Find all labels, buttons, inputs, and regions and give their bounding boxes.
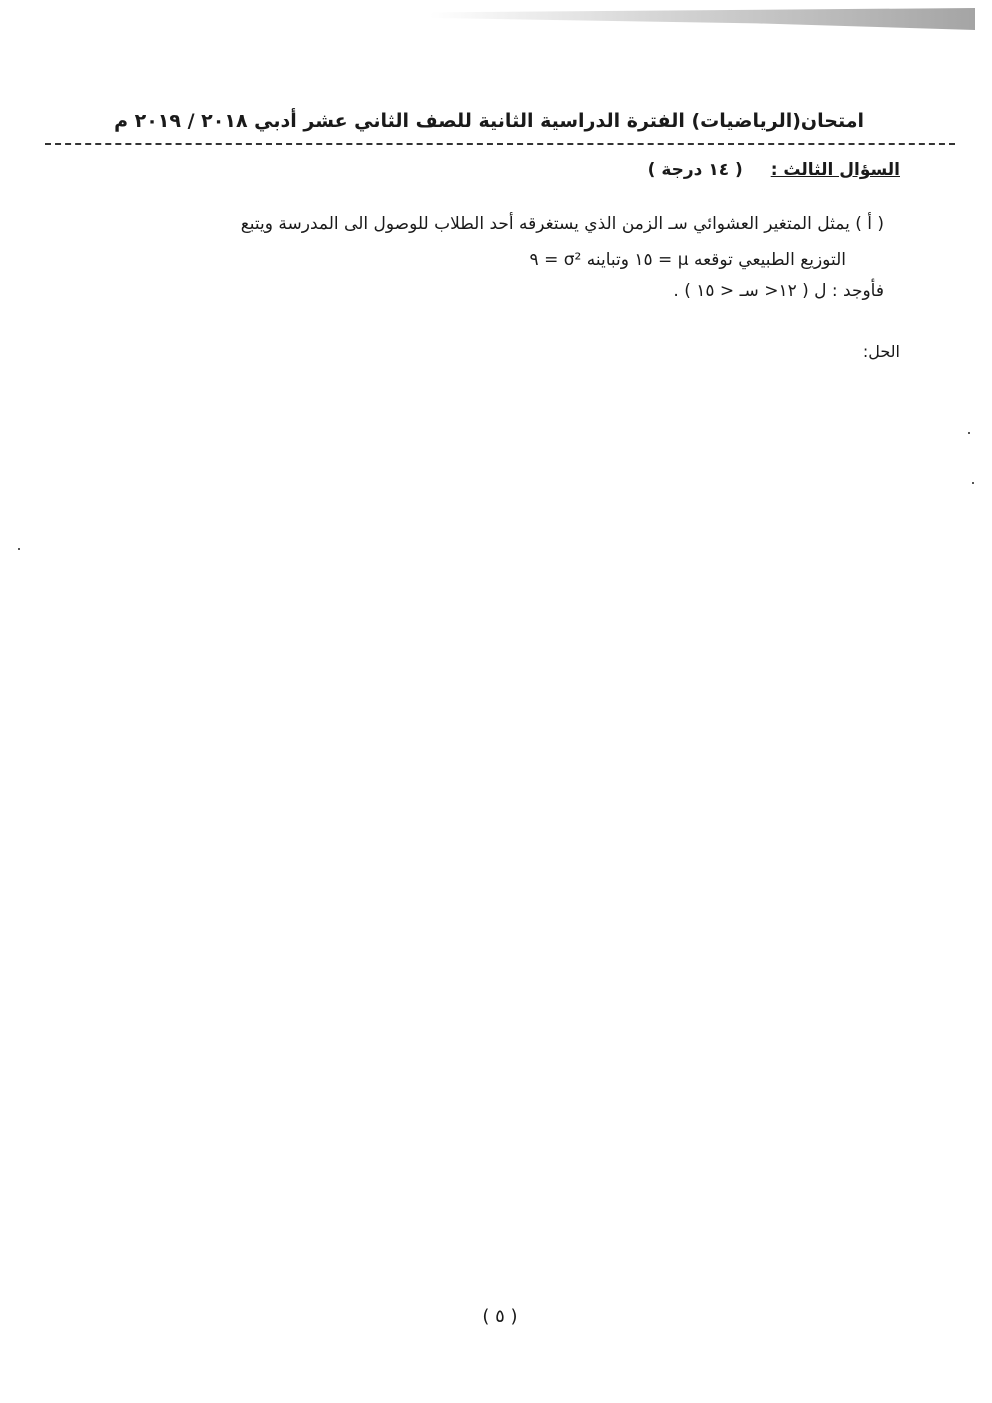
- page-number: ( ٥ ): [482, 1306, 518, 1327]
- question-title: [648, 160, 900, 180]
- scan-speck: [18, 548, 20, 550]
- question-text-line-1: ( أ ) يمثل المتغير العشوائي سـ الزمن الذي يستغرقه أحد الطلاب للوصول الى المدرسة ويتبع: [240, 214, 884, 234]
- exam-header: امتحان(الرياضيات) الفترة الدراسية الثانية للصف الثاني عشر أدبي ٢٠١٨ / ٢٠١٩ م: [114, 110, 864, 132]
- question-marks: ( ١٤ درجة ): [647, 160, 743, 180]
- scan-speck: [968, 432, 970, 434]
- header-divider: [45, 143, 955, 145]
- scan-edge-shadow: [430, 8, 975, 30]
- question-label: السؤال الثالث :: [770, 160, 900, 180]
- question-text-line-2: التوزيع الطبيعي توقعه μ = ١٥ وتباينه σ² = ٩: [529, 250, 846, 270]
- solution-label: الحل:: [862, 342, 900, 361]
- scan-speck: [972, 482, 974, 484]
- question-text-line-3: فأوجد : ل ( ١٢< سـ < ١٥ ) .: [673, 281, 884, 301]
